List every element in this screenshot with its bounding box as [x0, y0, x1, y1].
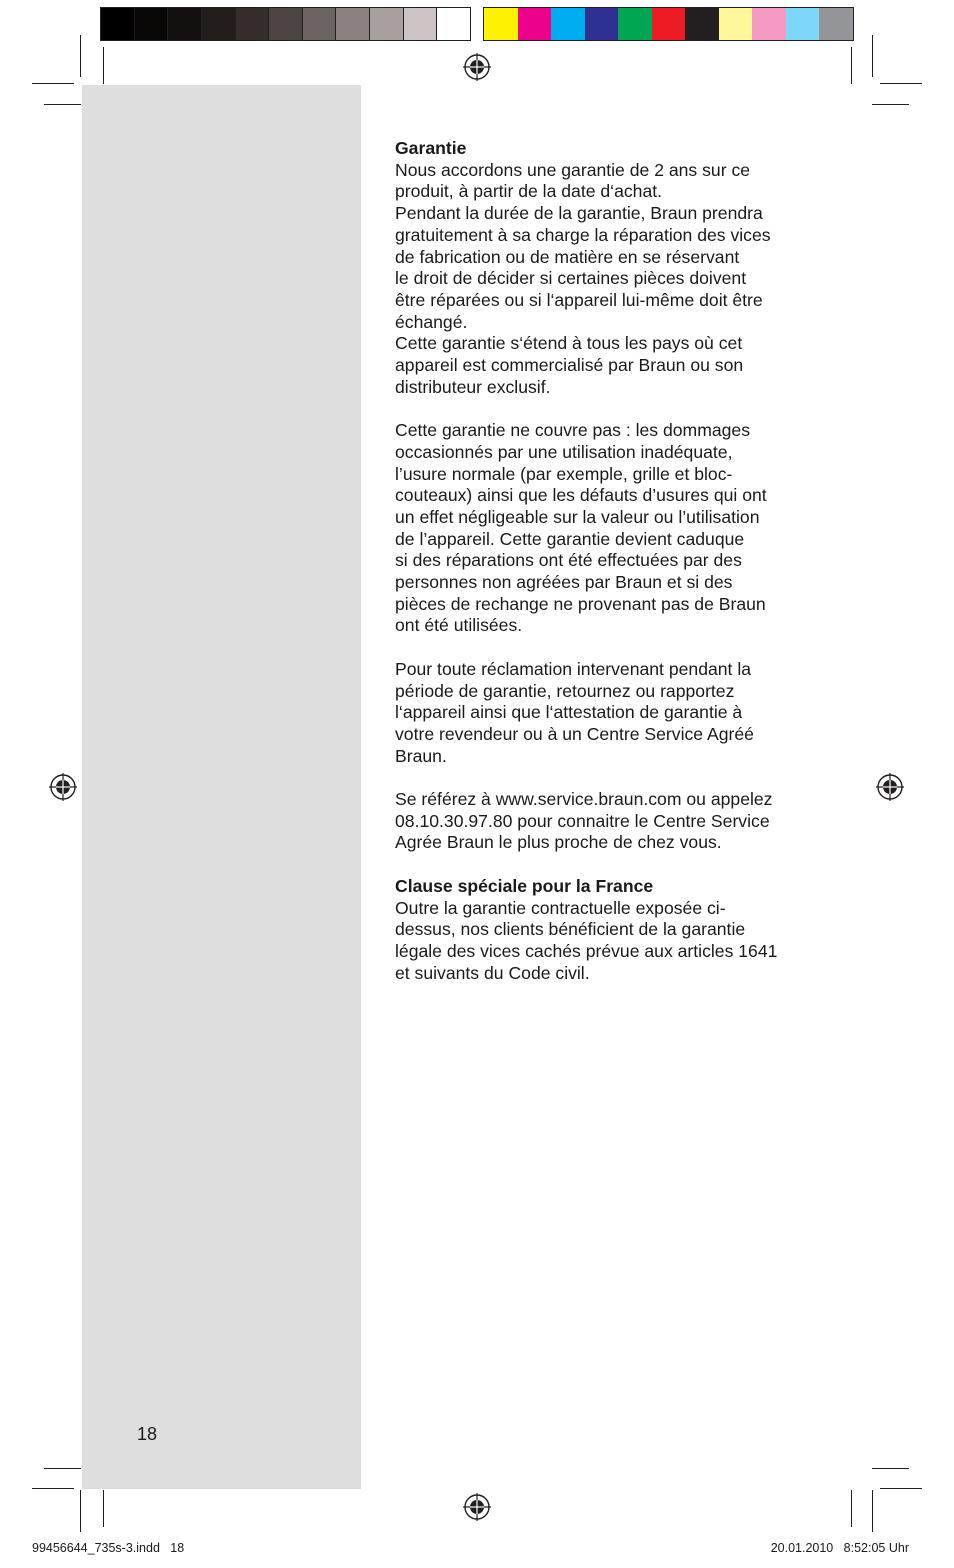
cmyk-swatches — [483, 7, 854, 41]
paragraph-service-contact — [395, 789, 825, 854]
text-line: l’usure normale (par exemple, grille et bloc- — [395, 463, 733, 484]
crop-mark — [80, 1490, 81, 1532]
color-swatch — [786, 8, 820, 40]
text-line: Cette garantie s‘étend à tous les pays où cet — [395, 333, 743, 354]
color-swatch — [819, 8, 853, 40]
text-line: Pendant la durée de la garantie, Braun prendra — [395, 203, 763, 224]
text-line: un effet négligeable sur la valeur ou l’utilisation — [395, 506, 760, 527]
paragraph-warranty-terms — [395, 160, 825, 399]
heading-clause-france: Clause spéciale pour la France — [395, 875, 654, 896]
crop-mark — [32, 83, 74, 84]
text-line: Se référez à www.service.braun.com ou appelez — [395, 789, 773, 810]
slug-filename: 99456644_735s-3.indd 18 — [32, 1541, 185, 1555]
text-line: votre revendeur ou à un Centre Service Agréé — [395, 723, 754, 744]
side-panel — [82, 85, 361, 1489]
text-line: produit, à partir de la date d‘achat. — [395, 181, 663, 202]
crop-mark — [872, 1490, 873, 1532]
text-line: appareil est commercialisé par Braun ou son — [395, 355, 744, 376]
text-line: Pour toute réclamation intervenant pendant la — [395, 658, 752, 679]
crop-mark — [872, 35, 873, 77]
text-line: couteaux) ainsi que les défauts d’usures qui ont — [395, 485, 767, 506]
text-line: Cette garantie ne couvre pas : les dommages — [395, 420, 751, 441]
color-swatch — [652, 8, 686, 40]
text-line: légale des vices cachés prévue aux articles 1641 — [395, 940, 778, 961]
text-line: être réparées ou si l‘appareil lui-même doit être — [395, 289, 763, 310]
crop-mark — [80, 35, 81, 77]
text-line: Braun. — [395, 745, 447, 766]
color-swatch — [101, 8, 135, 40]
crop-mark — [103, 1490, 104, 1527]
paragraph-claims — [395, 659, 825, 768]
crop-mark — [872, 104, 909, 105]
crop-mark — [872, 1468, 909, 1469]
paragraph-exclusions — [395, 420, 825, 637]
color-swatch — [269, 8, 303, 40]
color-swatch — [437, 8, 470, 40]
text-line: période de garantie, retournez ou rapportez — [395, 680, 735, 701]
registration-mark-icon — [463, 1493, 491, 1521]
text-line: échangé. — [395, 311, 468, 332]
slug-timestamp: 20.01.2010 8:52:05 Uhr — [770, 1541, 909, 1555]
color-swatch — [404, 8, 438, 40]
text-line: gratuitement à sa charge la réparation des vices — [395, 224, 771, 245]
color-swatch — [518, 8, 552, 40]
color-swatch — [752, 8, 786, 40]
color-swatch — [135, 8, 169, 40]
text-line: l‘appareil ainsi que l‘attestation de garantie à — [395, 702, 743, 723]
text-line: pièces de rechange ne provenant pas de Braun — [395, 593, 766, 614]
color-swatch — [370, 8, 404, 40]
text-line: de l’appareil. Cette garantie devient caduque — [395, 528, 745, 549]
color-swatch — [685, 8, 719, 40]
text-line: dessus, nos clients bénéficient de la garantie — [395, 919, 746, 940]
registration-mark-icon — [463, 53, 491, 81]
color-swatch — [303, 8, 337, 40]
color-swatch — [719, 8, 753, 40]
color-calibration-bar — [100, 7, 854, 41]
crop-mark — [851, 1490, 852, 1527]
color-swatch — [484, 8, 518, 40]
registration-mark-icon — [49, 773, 77, 801]
color-swatch — [336, 8, 370, 40]
crop-mark — [44, 104, 81, 105]
color-swatch — [585, 8, 619, 40]
text-line: ont été utilisées. — [395, 615, 523, 636]
text-line: si des réparations ont été effectuées par des — [395, 550, 742, 571]
registration-mark-icon — [876, 773, 904, 801]
text-line: 08.10.30.97.80 pour connaitre le Centre Service — [395, 810, 770, 831]
color-swatch — [168, 8, 202, 40]
text-line: Agrée Braun le plus proche de chez vous. — [395, 832, 722, 853]
crop-mark — [103, 47, 104, 84]
text-line: personnes non agréées par Braun et si des — [395, 572, 733, 593]
page-number: 18 — [137, 1424, 158, 1444]
crop-mark — [44, 1468, 81, 1469]
color-swatch — [236, 8, 270, 40]
text-line: occasionnés par une utilisation inadéquate, — [395, 441, 733, 462]
crop-mark — [32, 1488, 74, 1489]
crop-mark — [851, 47, 852, 84]
color-swatch — [202, 8, 236, 40]
text-line: Nous accordons une garantie de 2 ans sur ce — [395, 159, 751, 180]
text-line: Outre la garantie contractuelle exposée ci- — [395, 897, 726, 918]
text-line: le droit de décider si certaines pièces doivent — [395, 268, 747, 289]
color-swatch — [618, 8, 652, 40]
paragraph-clause-france — [395, 898, 825, 985]
color-swatch — [551, 8, 585, 40]
text-line: de fabrication ou de matière en se réservant — [395, 246, 740, 267]
crop-mark — [880, 1488, 922, 1489]
crop-mark — [880, 83, 922, 84]
text-line: distributeur exclusif. — [395, 376, 551, 397]
warranty-text — [395, 138, 825, 984]
text-line: et suivants du Code civil. — [395, 962, 590, 983]
grayscale-swatches — [100, 7, 471, 41]
heading-garantie: Garantie — [395, 138, 467, 158]
